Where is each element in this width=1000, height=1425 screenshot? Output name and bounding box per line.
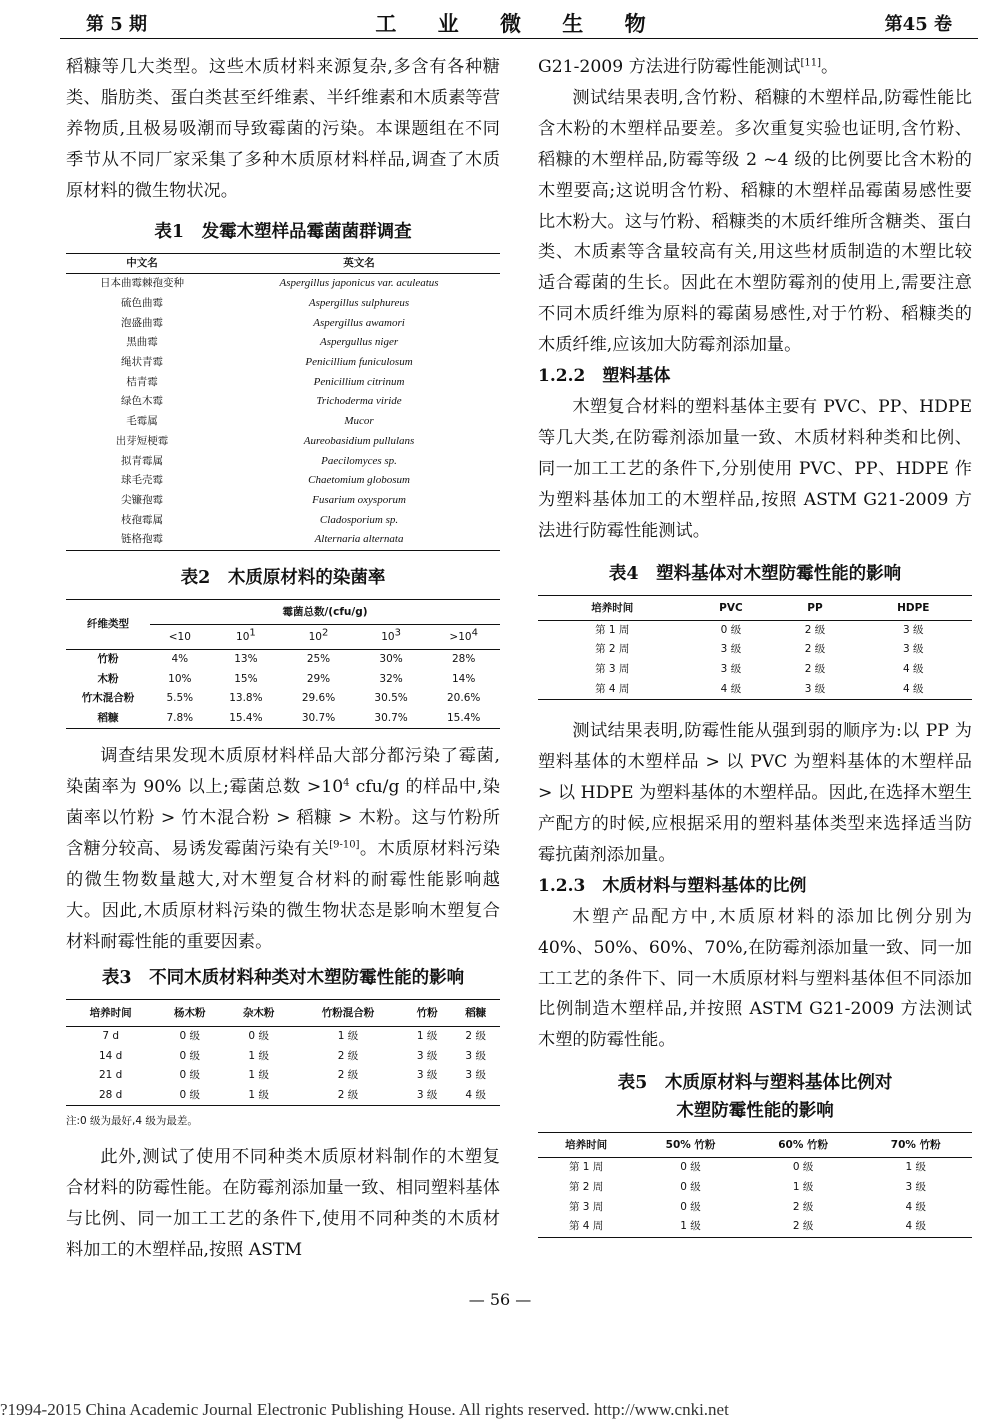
table-row xyxy=(538,640,972,660)
table-cell: 3 级 xyxy=(903,623,924,636)
table-cell: 2 级 xyxy=(337,1088,359,1101)
table-cell: 拟青霉属 xyxy=(121,454,164,467)
table-row xyxy=(66,689,500,709)
exponent: 3 xyxy=(394,627,401,639)
table-1 xyxy=(66,253,500,552)
table-cell xyxy=(218,491,500,511)
table-row xyxy=(538,1198,972,1218)
table-row xyxy=(66,392,500,412)
table-cell: 第 2 周 xyxy=(568,1180,604,1193)
table-cell: 30.7% xyxy=(374,711,408,724)
table-cell: 日本曲霉棘孢变种 xyxy=(100,277,185,290)
text-run: 。木质原材料污染的微生物数量越大,对木塑复合材料的耐霉性能影响越大。因此,木质原材料污染的微生物状态是影响木塑复合材料耐霉性能的重要因素。 xyxy=(66,838,500,952)
text-run: cfu/g 的样品中,染菌率以竹粉 > 竹木混合粉 > 稻糠 > 木粉。这与竹粉所含糖分较高、易诱发霉菌污染有关 xyxy=(66,776,500,859)
table-cell xyxy=(218,452,500,472)
table-row xyxy=(66,650,500,670)
scientific-name: Alternaria alternata xyxy=(314,533,404,546)
table-cell: 3 级 xyxy=(416,1088,438,1101)
table-cell: 14 d xyxy=(98,1049,123,1062)
table-cell: 出芽短梗霉 xyxy=(115,434,169,447)
table-cell: 1 级 xyxy=(416,1030,438,1043)
table-header-cell: 培养时间 xyxy=(538,1133,634,1158)
table-header-cell: 50% 竹粉 xyxy=(634,1133,747,1158)
table-cell: 3 级 xyxy=(465,1049,486,1062)
table-row xyxy=(66,1047,500,1067)
table-cell: 1 级 xyxy=(905,1161,926,1174)
table-cell: 竹粉 xyxy=(97,653,119,666)
table-header-cell: 60% 竹粉 xyxy=(747,1133,860,1158)
table-cell xyxy=(218,412,500,432)
citation: [9-10] xyxy=(329,839,360,851)
table-cell: 绳状青霉 xyxy=(121,356,164,369)
table-cell: 0 级 xyxy=(792,1161,814,1174)
table-cell xyxy=(218,294,500,314)
table-cell: 0 级 xyxy=(179,1030,201,1043)
table-2 xyxy=(66,599,500,729)
table-3 xyxy=(66,999,500,1106)
table-cell: 3 级 xyxy=(416,1049,438,1062)
scientific-name: Aspergillus sulphureus xyxy=(308,296,410,309)
table-row xyxy=(66,670,500,690)
table-cell: 第 3 周 xyxy=(595,662,630,675)
table-cell xyxy=(218,333,500,353)
table-2-caption: 表2 木质原材料的染菌率 xyxy=(180,568,386,589)
issue-number: 第 5 期 xyxy=(86,14,148,35)
table-row xyxy=(66,1027,500,1047)
table-cell: 15% xyxy=(234,672,258,685)
table-5-caption-line2: 木塑防霉性能的影响 xyxy=(676,1101,834,1122)
table-cell: 28% xyxy=(452,653,476,666)
table-row xyxy=(66,432,500,452)
table-row xyxy=(66,452,500,472)
table-cell: 第 1 周 xyxy=(568,1161,604,1174)
table-cell: 尖镰孢霉 xyxy=(121,493,164,506)
table-cell: 3 级 xyxy=(905,1180,926,1193)
table-cell: 4 级 xyxy=(465,1088,486,1101)
table-cell: 30.5% xyxy=(374,692,408,705)
table-cell: 4% xyxy=(171,653,189,666)
table-cell xyxy=(218,373,500,393)
table-cell: 1 级 xyxy=(792,1180,814,1193)
table-cell: 枝孢霉属 xyxy=(121,513,164,526)
table-cell: 1 级 xyxy=(248,1049,269,1062)
paragraph: 木塑复合材料的塑料基体主要有 PVC、PP、HDPE 等几大类,在防霉剂添加量一致、木质材料种类和比例、同一加工工艺的条件下,分别使用 PVC、PP、HDPE 作为塑料基体加工的木塑样品,按照 ASTM G21-2009 方法进行防霉性能测试。 xyxy=(538,396,972,541)
table-cell: 7 d xyxy=(102,1030,119,1043)
table-cell: 泡盛曲霉 xyxy=(121,316,164,329)
table-cell xyxy=(218,314,500,334)
citation: [11] xyxy=(800,57,822,69)
table-row xyxy=(538,620,972,640)
scientific-name: Chaetomium globosum xyxy=(308,474,410,487)
table-header-cell: PP xyxy=(775,595,854,620)
table-cell: 1 级 xyxy=(248,1088,269,1101)
scientific-name: Penicillium citrinum xyxy=(313,375,405,388)
table-cell: 2 级 xyxy=(804,662,826,675)
table-row xyxy=(66,353,500,373)
table-header-cell xyxy=(210,625,283,650)
table-cell: 13% xyxy=(234,653,258,666)
table-row xyxy=(66,471,500,491)
table-cell: 第 1 周 xyxy=(595,623,630,636)
journal-title: 工 业 微 生 物 xyxy=(375,11,663,36)
table-cell: 3 级 xyxy=(720,643,742,656)
table-cell: 4 级 xyxy=(905,1220,926,1233)
table-cell: 绿色木霉 xyxy=(121,395,164,408)
table-cell: 0 级 xyxy=(248,1030,269,1043)
table-cell: 2 级 xyxy=(792,1220,814,1233)
page-number: — 56 — xyxy=(468,1290,532,1309)
volume-number: 第45 卷 xyxy=(884,14,952,35)
table-cell: 黑曲霉 xyxy=(126,336,158,349)
table-header-cell: 培养时间 xyxy=(66,1000,155,1027)
table-cell: 2 级 xyxy=(337,1049,359,1062)
table-1-caption: 表1 发霉木塑样品霉菌菌群调查 xyxy=(154,221,412,242)
column-label: 10 xyxy=(381,631,395,644)
table-cell: 毛霉属 xyxy=(126,415,158,428)
table-header-cell: 霉菌总数/(cfu/g) xyxy=(150,600,500,625)
paragraph: 测试结果表明,含竹粉、稻糠的木塑样品,防霉性能比含木粉的木塑样品要差。多次重复实验也证明,含竹粉、稻糠的木塑样品,防霉等级 2 ~4 级的比例要比含木粉的木塑要高;这说明含竹粉、稻糠的木塑样品霉菌易感性要比木粉大。这与竹粉、稻糠类的木质纤维所含糖类、蛋白类、木质素等含量较高有关,用这些材质制造的木塑比较适合霉菌的生长。因此在木塑防霉剂的使用上,需要注意不同木质纤维为原料的霉菌易感性,对于竹粉、稻糠类的木质纤维,应该加大防霉剂添加量。 xyxy=(538,87,972,356)
scientific-name: Aureobasidium pullulans xyxy=(303,434,415,447)
table-cell xyxy=(218,471,500,491)
table-cell: 3 级 xyxy=(804,682,826,695)
table-cell xyxy=(218,511,500,531)
table-cell: 1 级 xyxy=(248,1069,269,1082)
table-cell: 1 级 xyxy=(680,1220,701,1233)
table-cell: 20.6% xyxy=(447,692,481,705)
table-cell: 球毛壳霉 xyxy=(121,474,164,487)
table-cell: 2 级 xyxy=(804,643,826,656)
running-header xyxy=(60,4,978,39)
right-column xyxy=(538,52,972,1238)
section-heading: 1.2.2 塑料基体 xyxy=(538,366,671,387)
table-cell: 0 级 xyxy=(179,1049,201,1062)
table-5-caption: 表5 木质原材料与塑料基体比例对 xyxy=(617,1073,893,1094)
table-header-cell: PVC xyxy=(687,595,776,620)
table-cell: 3 级 xyxy=(720,662,742,675)
superscript: 4 xyxy=(343,777,350,789)
table-cell: 29.6% xyxy=(301,692,336,705)
table-cell: 第 4 周 xyxy=(595,682,630,695)
text-run: G21-2009 方法进行防霉性能测试 xyxy=(538,57,801,77)
scientific-name: Penicillium funiculosum xyxy=(305,356,413,369)
table-cell: 32% xyxy=(379,672,403,685)
table-row xyxy=(538,1158,972,1178)
scientific-name: Trichoderma viride xyxy=(316,395,402,408)
table-header-cell xyxy=(355,625,428,650)
table-header-cell: HDPE xyxy=(855,595,972,620)
table-cell: 4 级 xyxy=(720,682,742,695)
copyright-line: ?1994-2015 China Academic Journal Electronic Publishing House. All rights reserved. http://www.cnki.net xyxy=(0,1400,729,1419)
table-header-cell xyxy=(282,625,355,650)
table-cell: 25% xyxy=(306,653,331,666)
exponent: 4 xyxy=(471,627,478,639)
table-cell: 第 3 周 xyxy=(568,1200,604,1213)
table-row xyxy=(538,1178,972,1198)
table-cell: 0 级 xyxy=(179,1069,201,1082)
table-cell: 2 级 xyxy=(465,1030,486,1043)
table-cell: 30% xyxy=(379,653,403,666)
table-cell: 5.5% xyxy=(166,692,194,705)
table-row xyxy=(66,491,500,511)
table-row xyxy=(66,530,500,550)
exponent: 1 xyxy=(249,627,256,639)
scientific-name: Fusarium oxysporum xyxy=(312,493,406,506)
table-cell: 0 级 xyxy=(680,1180,701,1193)
table-cell: 1 级 xyxy=(337,1030,359,1043)
paragraph xyxy=(66,741,500,957)
table-row xyxy=(538,680,972,700)
paragraph: 测试结果表明,防霉性能从强到弱的顺序为:以 PP 为塑料基体的木塑样品 > 以 PVC 为塑料基体的木塑样品 > 以 HDPE 为塑料基体的木塑样品。因此,在选择木塑生产配方的时候,应根据采用的塑料基体类型来选择适当防霉抗菌剂添加量。 xyxy=(538,721,972,865)
table-cell: 3 级 xyxy=(465,1069,486,1082)
column-label: <10 xyxy=(168,631,191,644)
scientific-name: Mucor xyxy=(344,415,374,428)
table-row xyxy=(66,294,500,314)
table-cell: 21 d xyxy=(98,1069,123,1082)
table-cell xyxy=(218,432,500,452)
table-5 xyxy=(538,1132,972,1238)
table-cell: 15.4% xyxy=(447,711,481,724)
table-cell: 29% xyxy=(306,672,331,685)
column-label: 10 xyxy=(236,631,250,644)
table-cell: 10% xyxy=(168,672,192,685)
table-header-cell: 70% 竹粉 xyxy=(859,1133,972,1158)
table-cell: 28 d xyxy=(98,1088,123,1101)
table-cell: 4 级 xyxy=(905,1200,926,1213)
scientific-name: Aspergillus awamori xyxy=(313,316,405,329)
table-cell: 0 级 xyxy=(720,623,742,636)
paragraph xyxy=(538,52,972,83)
table-header-cell: 稻糠 xyxy=(451,1000,500,1027)
table-cell: 2 级 xyxy=(792,1200,814,1213)
table-cell xyxy=(218,530,500,550)
table-note: 注:0 级为最好,4 级为最差。 xyxy=(66,1115,198,1128)
scientific-name: Paecilomyces sp. xyxy=(321,454,397,467)
table-header-cell: 杂木粉 xyxy=(224,1000,293,1027)
left-column xyxy=(66,52,500,1266)
table-cell xyxy=(218,353,500,373)
paragraph: 木塑产品配方中,木质原材料的添加比例分别为 40%、50%、60%、70%,在防霉剂添加量一致、同一加工工艺的条件下、同一木质原材料与塑料基体但不同添加比例制造木塑样品,并按照 ASTM G21-2009 方法测试木塑的防霉性能。 xyxy=(538,906,972,1051)
table-cell: 30.7% xyxy=(301,711,336,724)
table-cell: 链格孢霉 xyxy=(121,533,164,546)
table-header-cell: 杨木粉 xyxy=(155,1000,224,1027)
table-cell: 13.8% xyxy=(229,692,263,705)
table-cell: 2 级 xyxy=(337,1069,359,1082)
table-cell: 木粉 xyxy=(97,672,119,685)
table-cell: 桔青霉 xyxy=(126,375,158,388)
table-cell: 2 级 xyxy=(804,623,826,636)
scientific-name: Aspergillus japonicus var. aculeatus xyxy=(279,277,439,290)
table-row xyxy=(66,314,500,334)
table-row xyxy=(66,412,500,432)
table-row xyxy=(538,660,972,680)
table-cell xyxy=(218,274,500,294)
table-cell: 稻糠 xyxy=(97,711,119,724)
table-cell: 竹木混合粉 xyxy=(81,692,135,705)
table-row xyxy=(66,274,500,294)
table-row xyxy=(66,1086,500,1106)
table-row xyxy=(66,511,500,531)
table-cell: 7.8% xyxy=(166,711,194,724)
table-4 xyxy=(538,595,972,701)
column-label: 10 xyxy=(308,631,322,644)
section-heading: 1.2.3 木质材料与塑料基体的比例 xyxy=(538,875,807,896)
table-header-cell: 英文名 xyxy=(218,253,500,274)
table-header-cell xyxy=(427,625,500,650)
paragraph: 此外,测试了使用不同种类木质原材料制作的木塑复合材料的防霉性能。在防霉剂添加量一致、相同塑料基体与比例、同一加工工艺的条件下,使用不同种类的木质材料加工的木塑样品,按照 ASTM xyxy=(66,1147,500,1261)
table-row xyxy=(66,1066,500,1086)
table-header-cell: 纤维类型 xyxy=(66,600,150,650)
column-label: >10 xyxy=(449,631,472,644)
table-header-cell xyxy=(150,625,210,650)
table-header-cell: 中文名 xyxy=(66,253,218,274)
table-row xyxy=(66,709,500,729)
scientific-name: Cladosporium sp. xyxy=(319,513,399,526)
text-run: 调查结果发现木质原材料样品大部分都污染了霉菌,染菌率为 90% 以上;霉菌总数 >10 xyxy=(66,746,500,797)
table-3-caption: 表3 不同木质材料种类对木塑防霉性能的影响 xyxy=(101,968,465,989)
table-header-cell: 培养时间 xyxy=(538,595,687,620)
paragraph: 稻糠等几大类型。这些木质材料来源复杂,多含有各种糖类、脂肪类、蛋白类甚至纤维素、半纤维素和木质素等营养物质,且极易吸潮而导致霉菌的污染。本课题组在不同季节从不同厂家采集了多种木质原材料样品,调查了木质原材料的微生物状况。 xyxy=(66,57,500,201)
table-cell: 14% xyxy=(452,672,476,685)
text-run: 。 xyxy=(821,57,839,77)
table-header-cell: 竹粉 xyxy=(403,1000,452,1027)
table-header-cell: 竹粉混合粉 xyxy=(293,1000,403,1027)
table-cell: 4 级 xyxy=(903,682,924,695)
table-row xyxy=(66,333,500,353)
table-row xyxy=(66,373,500,393)
table-cell: 第 4 周 xyxy=(568,1220,604,1233)
table-cell: 4 级 xyxy=(903,662,924,675)
table-cell xyxy=(218,392,500,412)
exponent: 2 xyxy=(321,627,329,639)
table-cell: 0 级 xyxy=(680,1200,701,1213)
table-cell: 第 2 周 xyxy=(595,643,630,656)
table-row xyxy=(538,1217,972,1237)
table-cell: 0 级 xyxy=(680,1161,701,1174)
table-cell: 硫色曲霉 xyxy=(121,296,164,309)
scientific-name: Aspergullus niger xyxy=(319,336,399,349)
table-cell: 3 级 xyxy=(903,643,924,656)
table-cell: 3 级 xyxy=(416,1069,438,1082)
table-cell: 15.4% xyxy=(229,711,263,724)
table-cell: 0 级 xyxy=(179,1088,201,1101)
table-4-caption: 表4 塑料基体对木塑防霉性能的影响 xyxy=(608,563,902,584)
